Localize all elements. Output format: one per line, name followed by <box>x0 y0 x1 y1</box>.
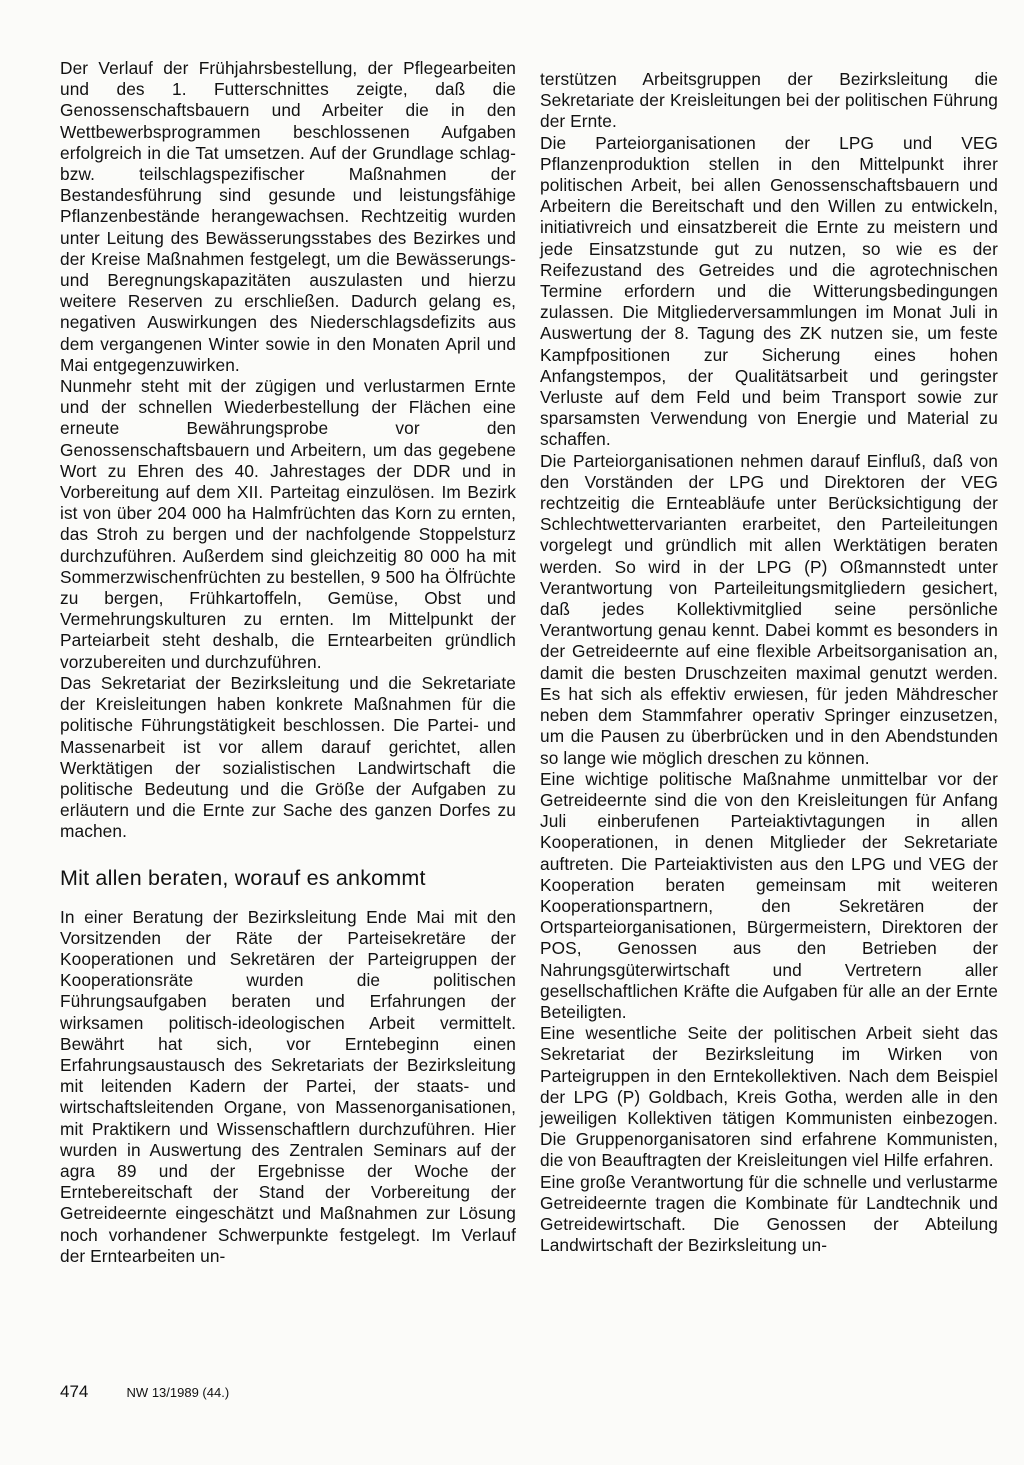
page-footer <box>60 1382 229 1402</box>
paragraph: Eine wesentliche Seite der politischen Arbeit sieht das Sekretariat der Bezirksleitung im Wirken von Parteigruppen in den Erntekollektiven. Nach dem Beispiel der LPG (P) Goldbach, Kreis Gotha, werden alle in den jeweiligen Kollektiven tätigen Kommunisten einbezogen. Die Gruppenorganisatoren sind erfahrene Kommunisten, die von Beauftragten der Kreisleitungen viel Hilfe erfahren. <box>540 1023 998 1171</box>
paragraph: Nunmehr steht mit der zügigen und verlustarmen Ernte und der schnellen Wiederbestellung der Flächen eine erneute Bewährungsprobe vor den Genossenschaftsbauern und Arbeitern, um das gegebene Wort zu Ehren des 40. Jahrestages der DDR und in Vorbereitung auf dem XII. Parteitag einzulösen. Im Bezirk ist von über 204 000 ha Halmfrüchten das Korn zu ernten, das Stroh zu bergen und der nachfolgende Stoppelsturz durchzuführen. Außerdem sind gleichzeitig 80 000 ha mit Sommerzwischenfrüchten zu bestellen, 9 500 ha Ölfrüchte zu bergen, Frühkartoffeln, Gemüse, Obst und Vermehrungskulturen zu ernten. Im Mittelpunkt der Parteiarbeit steht deshalb, die Erntearbeiten gründlich vorzubereiten und durchzuführen. <box>60 376 516 672</box>
page-number: 474 <box>60 1382 89 1401</box>
issue-label: NW 13/1989 (44.) <box>126 1385 230 1400</box>
paragraph: Eine wichtige politische Maßnahme unmittelbar vor der Getreideernte sind die von den Kreisleitungen für Anfang Juli einberufenen Parteiaktivtagungen in allen Kooperationen, in denen Mitglieder der Sekretariate auftreten. Die Parteiaktivisten aus den LPG und VEG der Kooperation beraten gemeinsam mit weiteren Kooperationspartnern, den Sekretären der Ortsparteiorganisationen, Bürgermeistern, Direktoren der POS, Genossen aus den Betrieben der Nahrungsgüterwirtschaft und Vertretern aller gesellschaftlichen Kräfte die Aufgaben für alle an der Ernte Beteiligten. <box>540 768 998 1022</box>
paragraph: Die Parteiorganisationen nehmen darauf Einfluß, daß von den Vorständen der LPG und Direktoren der VEG rechtzeitig die Ernteabläufe unter Berücksichtigung der Schlechtwettervarianten erarbeitet, den Parteileitungen vorgelegt und gründlich mit allen Werktätigen beraten werden. So wird in der LPG (P) Oßmannstedt unter Verantwortung von Parteileitungsmitgliedern gesichert, daß jedes Kollektivmitglied seine persönliche Verantwortung genau kennt. Dabei kommt es besonders in der Getreideernte auf eine flexible Arbeitsorganisation an, damit die besten Druschzeiten maximal genutzt werden. Es hat sich als effektiv erwiesen, für jeden Mähdrescher neben dem Stammfahrer operativ Springer einzusetzen, um die Pausen zu überbrücken und in den Abendstunden so lange wie möglich dreschen zu können. <box>540 450 998 768</box>
left-column <box>60 58 516 1267</box>
paragraph: terstützen Arbeitsgruppen der Bezirksleitung die Sekretariate der Kreisleitungen bei der politischen Führung der Ernte. <box>540 69 998 132</box>
right-column <box>540 69 998 1256</box>
paragraph: Der Verlauf der Frühjahrsbestellung, der Pflegearbeiten und des 1. Futterschnittes zeigte, daß die Genossenschaftsbauern und Arbeiter die in den Wettbewerbsprogrammen beschlossenen Aufgaben erfolgreich in die Tat umsetzen. Auf der Grundlage schlag- bzw. teilschlagspezifischer Maßnahmen der Bestandesführung sind gesunde und leistungsfähige Pflanzenbestände herangewachsen. Rechtzeitig wurden unter Leitung des Bewässerungsstabes des Bezirkes und der Kreise Maßnahmen festgelegt, um die Bewässerungs- und Beregnungskapazitäten auszulasten und hierzu weitere Reserven zu erschließen. Dadurch gelang es, negativen Auswirkungen des Niederschlagsdefizits aus dem vergangenen Winter sowie in den Monaten April und Mai entgegenzuwirken. <box>60 58 516 375</box>
paragraph: Das Sekretariat der Bezirksleitung und die Sekretariate der Kreisleitungen haben konkrete Maßnahmen für die politische Führungstätigkeit beschlossen. Die Partei- und Massenarbeit ist vor allem darauf gerichtet, allen Werktätigen der sozialistischen Landwirtschaft die politische Bedeutung und die Größe der Aufgaben zu erläutern und die Ernte zur Sache des ganzen Dorfes zu machen. <box>60 672 516 842</box>
paragraph: In einer Beratung der Bezirksleitung Ende Mai mit den Vorsitzenden der Räte der Parteisekretäre der Kooperationen und Sekretären der Parteigruppen der Kooperationsräte wurden die politischen Führungsaufgaben beraten und Erfahrungen der wirksamen politisch-ideologischen Arbeit vermittelt. Bewährt hat sich, vor Erntebeginn einen Erfahrungsaustausch des Sekretariats der Bezirksleitung mit leitenden Kadern der Partei, der staats- und wirtschaftsleitenden Organe, von Massenorganisationen, mit Praktikern und Wissenschaftlern durchzuführen. Hier wurden in Auswertung des Zentralen Seminars auf der agra 89 und der Ergebnisse der Woche der Erntebereitschaft der Stand der Vorbereitung der Getreideernte eingeschätzt und Maßnahmen zur Lösung noch vorhandener Schwerpunkte festgelegt. Im Verlauf der Erntearbeiten un- <box>60 906 516 1266</box>
section-heading: Mit allen beraten, worauf es ankommt <box>60 865 426 890</box>
paragraph: Die Parteiorganisationen der LPG und VEG Pflanzenproduktion stellen in den Mittelpunkt ihrer politischen Arbeit, bei allen Genossenschaftsbauern und Arbeitern die Bereitschaft und den Willen zu entwickeln, initiativreich und einsatzbereit die Ernte zu meistern und jede Einsatzstunde gut zu nutzen, so wie es der Reifezustand des Getreides und die agrotechnischen Termine erfordern und die Witterungsbedingungen zulassen. Die Mitgliederversammlungen im Monat Juli in Auswertung der 8. Tagung des ZK nutzen sie, um feste Kampfpositionen zur Sicherung eines hohen Anfangstempos, der Qualitätsarbeit und geringster Verluste auf dem Feld und beim Transport sowie zur sparsamsten Verwendung von Energie und Material zu schaffen. <box>540 132 998 450</box>
paragraph: Eine große Verantwortung für die schnelle und verlustarme Getreideernte tragen die Kombinate für Landtechnik und Getreidewirtschaft. Die Genossen der Abteilung Landwirtschaft der Bezirksleitung un- <box>540 1171 998 1256</box>
